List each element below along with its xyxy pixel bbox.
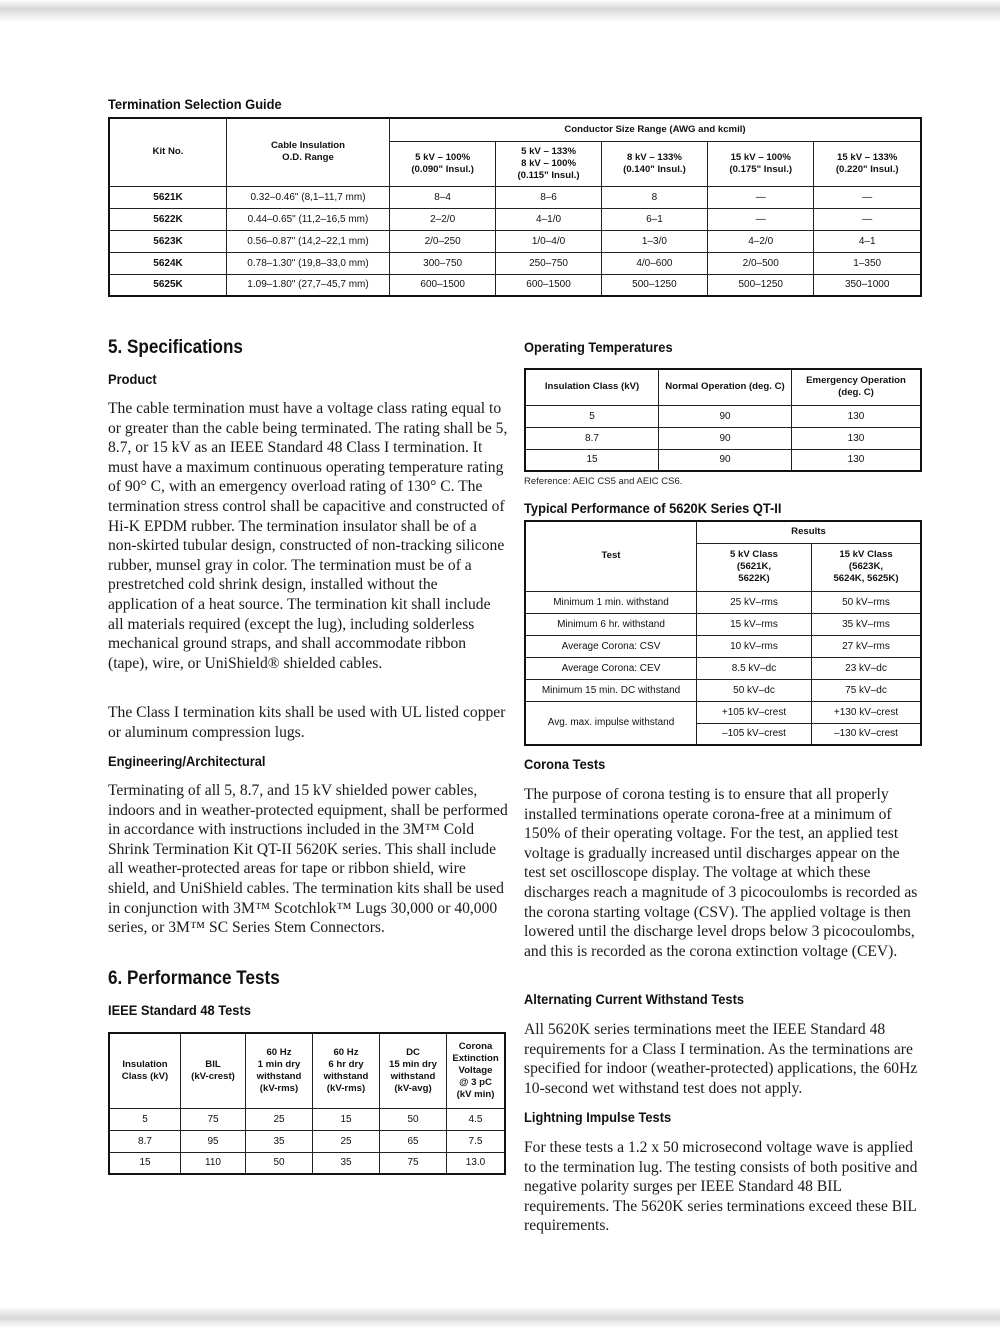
col-5kv-100: 5 kV – 100% (0.090" Insul.) <box>390 141 496 186</box>
col-5kv-133: 5 kV – 133% 8 kV – 100% (0.115" Insul.) <box>496 141 601 186</box>
corona-tests-paragraph: The purpose of corona testing is to ensure that all properly installed terminations operate corona-free at a minimum of 150% of their operating voltage. For the test, an applied test voltage is gradually increased until discharges appear on the test set oscilloscope display. The voltage at which these discharges reach a magnitude of 3 picocoulombs is recorded as the corona starting voltage (CSV). The applied voltage is then lowered until the discharge level drops below 3 picocoulombs, and this is recorded as the corona extinction voltage (CEV). <box>524 786 918 960</box>
performance-tests-heading: 6. Performance Tests <box>108 968 280 989</box>
conductor-size-group-header: Conductor Size Range (AWG and kcmil) <box>390 118 922 141</box>
col-8kv-133: 8 kV – 133% (0.140" Insul.) <box>601 141 707 186</box>
table-row: Minimum 1 min. withstand 25 kV–rms 50 kV–rms <box>525 591 921 613</box>
ac-withstand-heading: Alternating Current Withstand Tests <box>524 991 745 1007</box>
operating-temperatures-reference: Reference: AEIC CS5 and AEIC CS6. <box>524 476 683 487</box>
selection-guide-table <box>108 117 922 297</box>
operating-temperatures-heading: Operating Temperatures <box>524 339 673 355</box>
engineering-heading: Engineering/Architectural <box>108 753 266 769</box>
page-shadow-top <box>0 0 1000 22</box>
product-paragraph-2: The Class I termination kits shall be used with UL listed copper or aluminum compression lugs. <box>108 704 506 741</box>
table-row: 5623K 0.56–0.87" (14,2–22,1 mm) 2/0–250 1/0–4/0 1–3/0 4–2/0 4–1 <box>109 230 921 252</box>
table-row: 5 90 130 <box>525 405 921 427</box>
table-row: 8.7 95 35 25 65 7.5 <box>109 1130 505 1152</box>
engineering-paragraph: Terminating of all 5, 8.7, and 15 kV shielded power cables, indoors and in weather-protected equipment, shall be performed in accordance with instructions included in the 3M™ Cold Shrink Termination Kit QT-II 5620K series. This shall include all weather-protected areas for tape or ribbon shield, wire shield, and UniShield cables. The termination kits shall be used in conjunction with 3M™ Scotchlok™ Lugs 30,000 or 40,000 series, or 3M™ SC Series Stem Connectors. <box>108 782 508 937</box>
product-paragraph-1: The cable termination must have a voltage class rating equal to or greater than the cable being terminated. The rating shall be 5, 8.7, or 15 kV as an IEEE Standard 48 Class I termination. It must have a maximum continuous operating temperature rating of 90° C, with an emergency overload rating of 130° C. The termination stress control shall be capacitive and constructed of Hi-K EPDM rubber. The termination insulator shall be of a non-skirted tubular design, constructed of non-tracking silicone rubber, munsel gray in color. The termination must be of a prestretched cold shrink design, installed without the application of a heat source. The termination kit shall include all materials required (except the lug), including solderless mechanical ground straps, and shall accommodate ribbon (tape), wire, or UniShield® shielded cables. <box>108 400 508 672</box>
col-od-range: Cable Insulation O.D. Range <box>227 118 390 186</box>
typical-performance-heading: Typical Performance of 5620K Series QT-II <box>524 500 782 516</box>
lightning-impulse-heading: Lightning Impulse Tests <box>524 1109 672 1125</box>
table-row: 5624K 0.78–1.30" (19,8–33,0 mm) 300–750 250–750 4/0–600 2/0–500 1–350 <box>109 252 921 274</box>
table-row: Average Corona: CSV 10 kV–rms 27 kV–rms <box>525 635 921 657</box>
typical-performance-table: Test Results 5 kV Class (5621K, 5622K) 15 kV Class (5623K, 5624K, 5625K) Minimum 1 min. withstand 25 kV–rms 50 kV–rms Minimum 6 hr. withstand 15 kV–rms 35 kV–rms Average Corona: CSV 10 kV–rms 27 kV–rms Average Corona: CEV 8.5 kV–dc 23 kV–dc Minimum 15 min. DC withstand 50 kV–dc 75 kV–dc Avg. max. impulse withstand +105 kV–crest +130 kV–crest –105 kV–crest –130 kV–crest <box>524 520 922 746</box>
corona-tests-heading: Corona Tests <box>524 756 606 772</box>
lightning-impulse-paragraph: For these tests a 1.2 x 50 microsecond voltage wave is applied to the termination lug. The testing consists of both positive and negative polarity surges per IEEE Standard 48 BIL requirements. The 5620K series terminations exceed these BIL requirements. <box>524 1139 918 1235</box>
ieee-tests-table: Insulation Class (kV) BIL (kV-crest) 60 Hz 1 min dry withstand (kV-rms) 60 Hz 6 hr dry withstand (kV-rms) DC 15 min dry withstand (kV-avg) Corona Extinction Voltage @ 3 pC (kV min) 5 75 25 15 50 4.5 8.7 95 35 25 65 7.5 15 110 50 35 75 13.0 <box>108 1032 506 1175</box>
col-15kv-133: 15 kV – 133% (0.220" Insul.) <box>814 141 921 186</box>
table-row: 8.7 90 130 <box>525 427 921 449</box>
table-row: Avg. max. impulse withstand +105 kV–crest +130 kV–crest <box>525 701 921 723</box>
specifications-heading: 5. Specifications <box>108 337 243 358</box>
table-row: 15 90 130 <box>525 449 921 471</box>
col-15kv-100: 15 kV – 100% (0.175" Insul.) <box>708 141 814 186</box>
page-shadow-bottom <box>0 1306 1000 1328</box>
operating-temperatures-table: Insulation Class (kV) Normal Operation (deg. C) Emergency Operation (deg. C) 5 90 130 8.7 90 130 15 90 130 <box>524 368 922 472</box>
table-row: Average Corona: CEV 8.5 kV–dc 23 kV–dc <box>525 657 921 679</box>
ac-withstand-paragraph: All 5620K series terminations meet the IEEE Standard 48 requirements for a Class I termination. As the terminations are specified for indoor (weather-protected) applications, the 60Hz 10-second wet withstand test does not apply. <box>524 1021 918 1097</box>
table-row: 5 75 25 15 50 4.5 <box>109 1108 505 1130</box>
table-row: 5621K 0.32–0.46" (8,1–11,7 mm) 8–4 8–6 8 — — <box>109 186 921 208</box>
table-row: 5625K 1.09–1.80" (27,7–45,7 mm) 600–1500 600–1500 500–1250 500–1250 350–1000 <box>109 274 921 296</box>
col-kit-no: Kit No. <box>109 118 227 186</box>
ieee-tests-heading: IEEE Standard 48 Tests <box>108 1002 251 1018</box>
table-row: Minimum 6 hr. withstand 15 kV–rms 35 kV–rms <box>525 613 921 635</box>
product-heading: Product <box>108 371 157 387</box>
table-row: 15 110 50 35 75 13.0 <box>109 1152 505 1174</box>
table-row: –105 kV–crest –130 kV–crest <box>525 723 921 745</box>
selection-guide-title: Termination Selection Guide <box>108 96 282 112</box>
table-row: 5622K 0.44–0.65" (11,2–16,5 mm) 2–2/0 4–1/0 6–1 — — <box>109 208 921 230</box>
table-row: Minimum 15 min. DC withstand 50 kV–dc 75 kV–dc <box>525 679 921 701</box>
